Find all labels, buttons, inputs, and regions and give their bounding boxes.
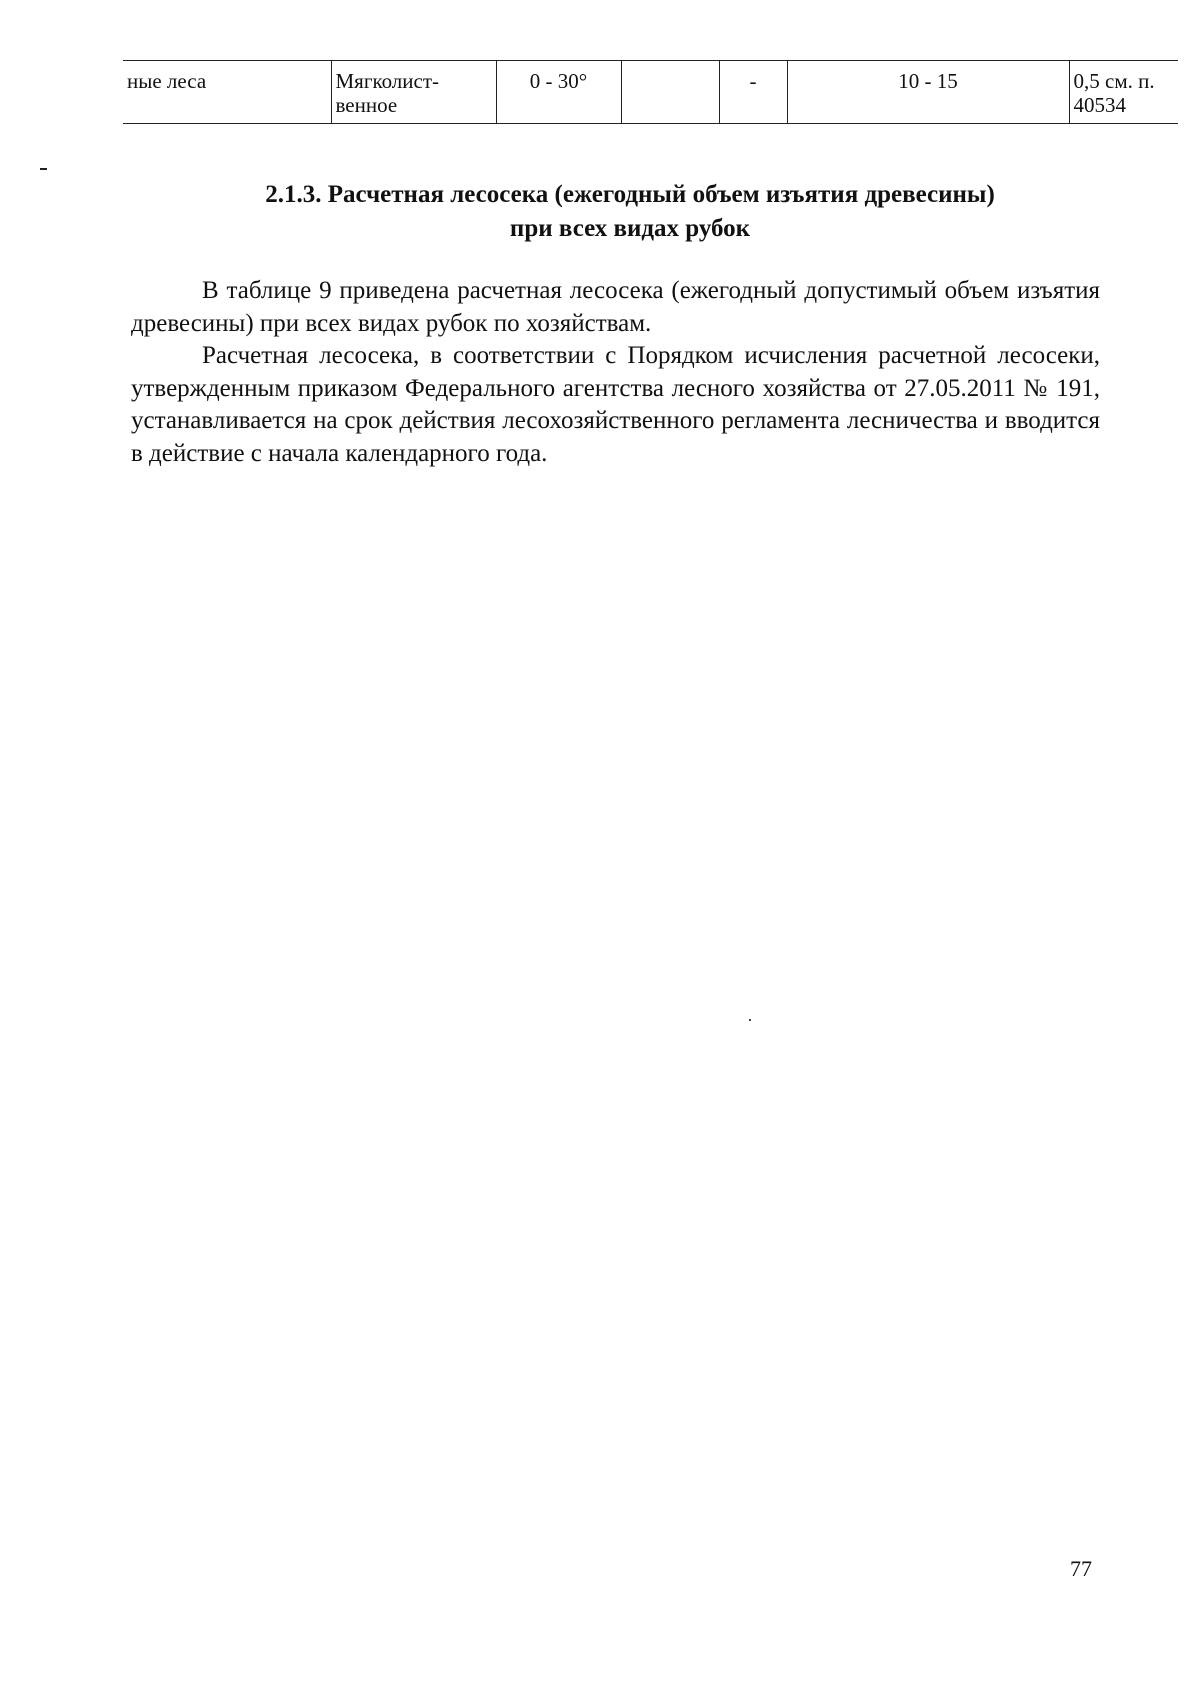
section-heading	[130, 178, 1130, 246]
section-heading-line-1: 2.1.3. Расчетная лесосека (ежегодный объем изъятия древесины)	[265, 181, 995, 208]
cell-text: -	[749, 69, 757, 93]
table-cell-empty	[621, 61, 719, 124]
paragraph: Расчетная лесосека, в соответствии с Порядком исчисления расчетной лесосеки, утвержденным приказом Федерального агентства лесного хозяйства от 27.05.2011 № 191, устанавливается на срок действия лесохозяйственного регламента лесничества и вводится в действие с начала календарного года.	[131, 342, 1100, 467]
table-fragment	[123, 60, 1178, 124]
table-cell-species	[331, 61, 496, 124]
cell-text: 0,5 см. п. 40534	[1073, 69, 1155, 117]
cell-text: ные леса	[127, 69, 207, 93]
cell-text: Мягколист- венное	[335, 69, 440, 117]
body-text	[131, 275, 1100, 470]
table-cell-slope	[496, 61, 621, 124]
table-cell-reference	[1069, 61, 1178, 124]
scan-artifact-mark	[40, 168, 47, 170]
table-cell-dash	[719, 61, 787, 124]
paragraph: В таблице 9 приведена расчетная лесосека (ежегодный допустимый объем изъятия древесины) при всех видах рубок по хозяйствам.	[131, 277, 1100, 337]
table-row	[123, 61, 1178, 124]
scan-artifact-dot	[749, 1019, 751, 1021]
cell-text: 10 - 15	[898, 69, 958, 93]
page-number: 77	[1070, 1556, 1092, 1581]
section-heading-line-2: при всех видах рубок	[509, 215, 751, 242]
table-cell-range	[787, 61, 1069, 124]
table-cell-category	[123, 61, 331, 124]
cell-text: 0 - 30°	[529, 69, 588, 93]
